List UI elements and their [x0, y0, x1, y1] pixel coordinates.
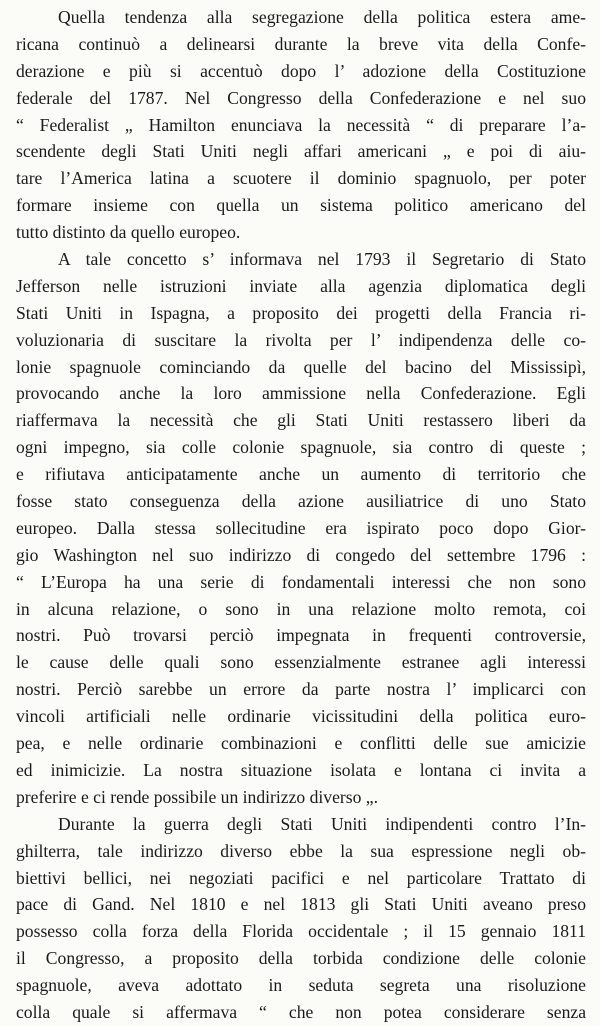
- text-line: ghilterra, tale indirizzo diverso ebbe la sua espressione negli ob-: [16, 840, 586, 861]
- text-line: scendente degli Stati Uniti negli affari americani „ e poi di aiu-: [16, 141, 586, 162]
- text-line: colla quale si affermava “ che non potea considerare senza: [16, 1001, 586, 1022]
- paragraph-2: [16, 246, 586, 811]
- text-line: “ Federalist „ Hamilton enunciava la necessità “ di preparare l’a-: [16, 114, 586, 135]
- text-line: Stati Uniti in Ispagna, a proposito dei progetti della Francia ri-: [16, 302, 586, 323]
- text-line: tare l’America latina a scuotere il dominio spagnuolo, per poter: [16, 168, 586, 189]
- text-line: spagnuole, aveva adottato in seduta segreta una risoluzione: [16, 975, 586, 996]
- text-line: gio Washington nel suo indirizzo di congedo del settembre 1796 :: [16, 544, 586, 565]
- text-line: “ L’Europa ha una serie di fondamentali interessi che non sono: [16, 571, 586, 592]
- text-line: vincoli artificiali nelle ordinarie vicissitudini della politica euro-: [16, 706, 586, 727]
- text-line: pace di Gand. Nel 1810 e nel 1813 gli Stati Uniti aveano preso: [16, 894, 586, 915]
- text-line: fosse stato conseguenza della azione ausiliatrice di uno Stato: [16, 491, 586, 512]
- text-line: e rifiutava anticipatamente anche un aumento di territorio che: [16, 464, 586, 485]
- text-line: Jefferson nelle istruzioni inviate alla agenzia diplomatica degli: [16, 275, 586, 296]
- text-line: federale del 1787. Nel Congresso della Confederazione e nel suo: [16, 87, 586, 108]
- text-line: derazione e più si accentuò dopo l’ adozione della Costituzione: [16, 60, 586, 81]
- text-line: ed inimicizie. La nostra situazione isolata e lontana ci invita a: [16, 759, 586, 780]
- text-line: lonie spagnuole cominciando da quelle del bacino del Mississipì,: [16, 356, 586, 377]
- text-line: formare insieme con quella un sistema politico americano del: [16, 195, 586, 216]
- text-line: riaffermava la necessità che gli Stati Uniti restassero liberi da: [16, 410, 586, 431]
- text-line: Quella tendenza alla segregazione della politica estera ame-: [58, 7, 586, 27]
- text-line: nostri. Può trovarsi perciò impegnata in frequenti controversie,: [16, 625, 586, 646]
- text-line: possesso colla forza della Florida occidentale ; il 15 gennaio 1811: [16, 921, 586, 942]
- text-line: ogni impegno, sia colle colonie spagnuole, sia contro di queste ;: [16, 437, 586, 458]
- text-line: pea, e nelle ordinarie combinazioni e conflitti delle sue amicizie: [16, 733, 586, 754]
- text-line: le cause delle quali sono essenzialmente estranee agli interessi: [16, 652, 586, 673]
- text-line: Durante la guerra degli Stati Uniti indipendenti contro l’In-: [58, 813, 586, 834]
- text-line: il Congresso, a proposito della torbida condizione delle colonie: [16, 948, 586, 969]
- text-line: A tale concetto s’ informava nel 1793 il Segretario di Stato: [58, 249, 586, 270]
- text-line: tutto distinto da quello europeo.: [16, 222, 241, 243]
- text-line: in alcuna relazione, o sono in una relazione molto remota, coi: [16, 598, 586, 619]
- text-line: europeo. Dalla stessa sollecitudine era ispirato poco dopo Gior-: [16, 517, 586, 538]
- text-line: voluzionaria di suscitare la rivolta per l’ indipendenza delle co-: [16, 329, 586, 350]
- text-line: provocando anche la loro ammissione nella Confederazione. Egli: [16, 383, 586, 404]
- paragraph-1: [16, 4, 586, 246]
- text-line: preferire e ci rende possibile un indirizzo diverso „.: [16, 786, 378, 807]
- text-line: nostri. Perciò sarebbe un errore da parte nostra l’ implicarci con: [16, 679, 586, 700]
- text-line: ricana continuò a delinearsi durante la breve vita della Confe-: [16, 33, 586, 54]
- paragraph-3: [16, 811, 586, 1026]
- text-line: biettivi bellici, nei negoziati pacifici e nel particolare Trattato di: [16, 867, 586, 888]
